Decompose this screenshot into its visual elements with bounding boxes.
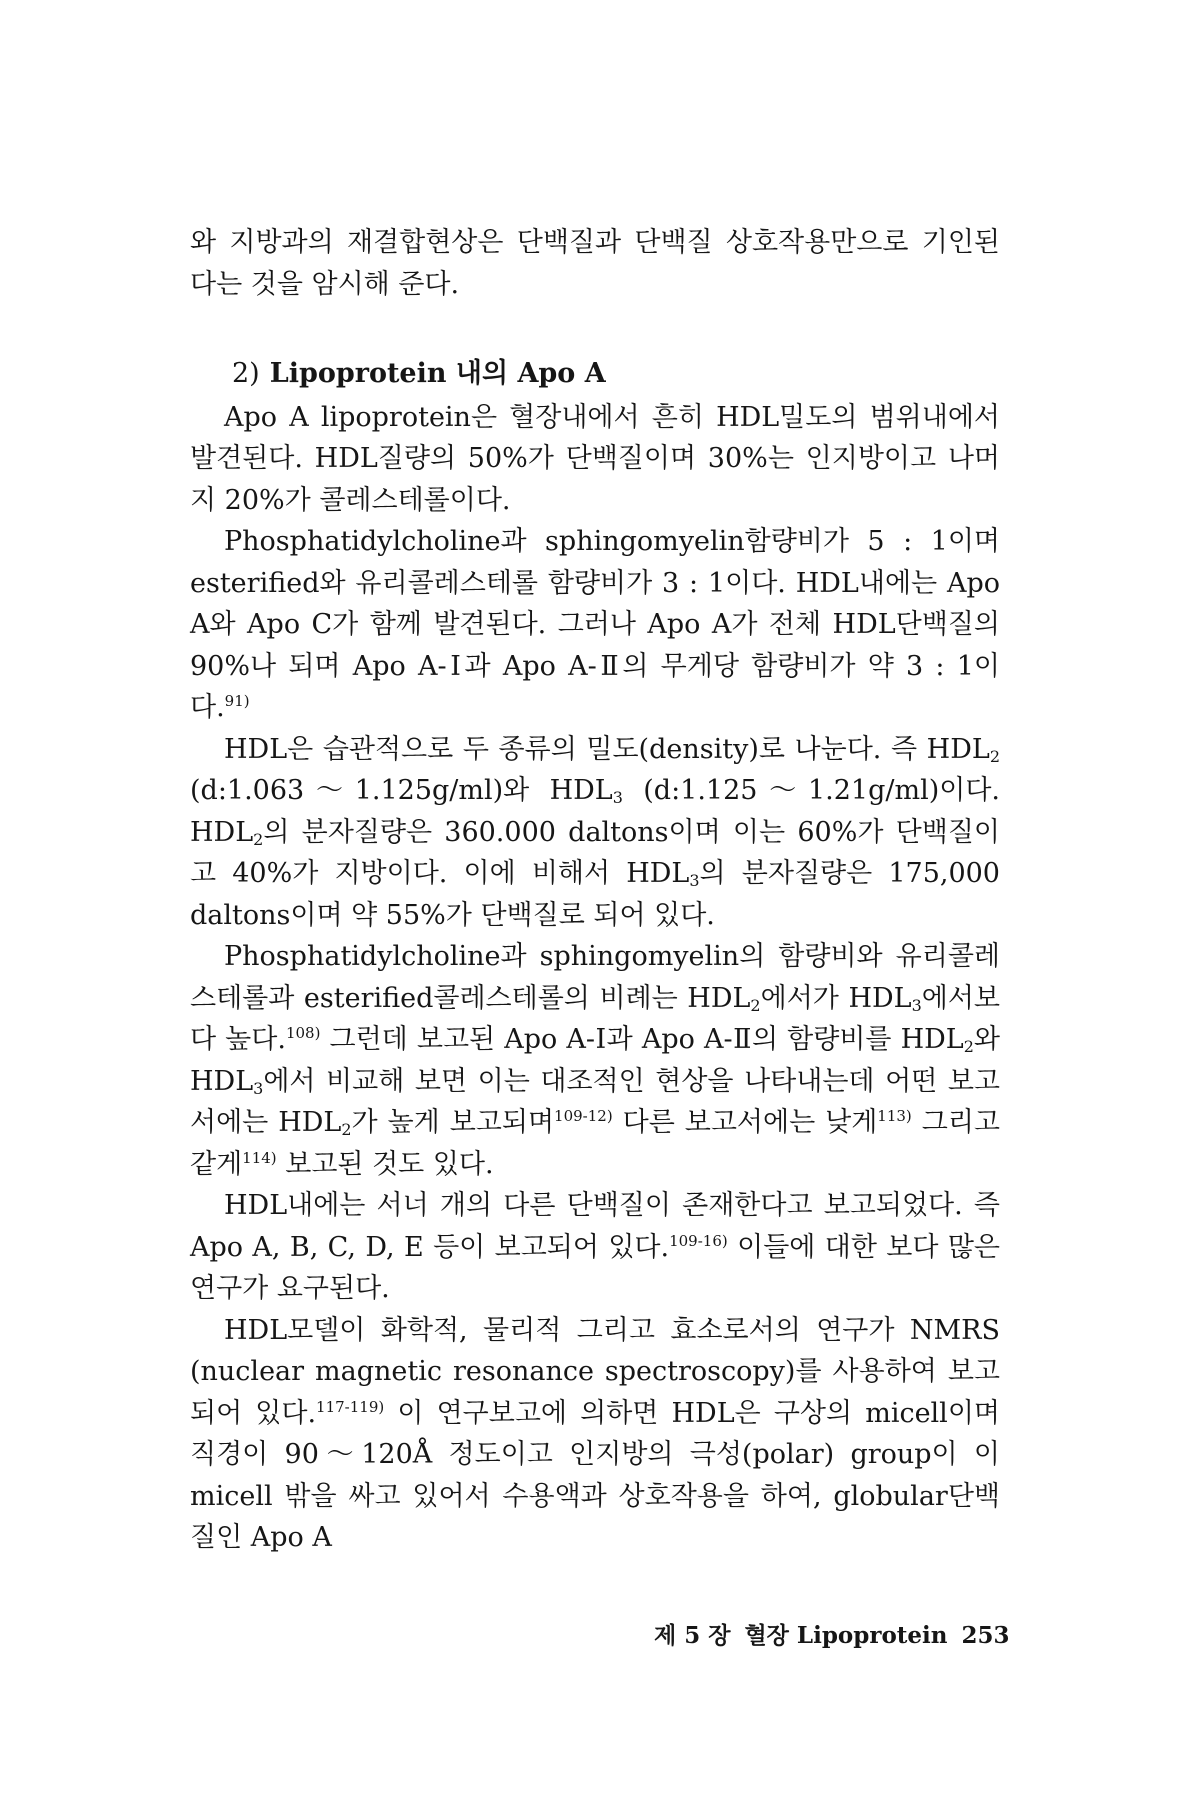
reference-marker: 108) <box>285 1024 321 1042</box>
page-number: 253 <box>961 1622 1010 1649</box>
paragraph-text: 에서가 HDL <box>760 982 912 1014</box>
paragraph-text: HDL내에는 서너 개의 다른 단백질이 존재한다고 보고되었다. 즉 Apo A, B, C, D, E 등이 보고되어 있다. <box>190 1190 1000 1263</box>
reference-marker: 114) <box>242 1148 277 1167</box>
paragraph-text: 그리고 같게 <box>190 1107 1000 1180</box>
reference-marker: 109-12) <box>554 1107 613 1125</box>
paragraph-text: Phosphatidylcholine과 sphingomyelin의 함량비와 유리콜레스테롤과 esterified콜레스테롤의 비례는 HDL <box>190 941 1000 1014</box>
paragraph-hdl-density <box>190 729 1000 937</box>
paragraph-hdl-composition <box>190 397 1000 522</box>
paragraph-text: HDL모델이 화학적, 물리적 그리고 효소로서의 연구가 NMRS (nuclear magnetic resonance spectroscopy)를 사용하여 보고되어 있다. <box>190 1314 1000 1429</box>
intro-text: 와 지방과의 재결합현상은 단백질과 단백질 상호작용만으로 기인된 다는 것을 암시해 준다. <box>190 227 1000 300</box>
paragraph-text: (d:1.125～1.21g/ml)이다. HDL <box>190 775 1000 848</box>
section-heading <box>232 353 1000 395</box>
paragraph-text: 이들에 대한 보다 많은 연구가 요구된다. <box>190 1231 1000 1304</box>
reference-marker: 91) <box>224 692 250 710</box>
subscript: 3 <box>612 788 623 807</box>
paragraph-text: 보고된 것도 있다. <box>276 1148 494 1180</box>
intro-paragraph <box>190 222 1000 305</box>
paragraph-text: 가 높게 보고되며 <box>351 1107 555 1138</box>
paragraph-text: HDL은 습관적으로 두 종류의 밀도(density)로 나눈다. 즉 HDL <box>224 733 990 765</box>
paragraph-hdl-model <box>190 1310 1000 1559</box>
subscript: 3 <box>911 995 922 1015</box>
paragraph-text: 이 연구보고에 의하면 HDL은 구상의 micell이며 직경이 90～120Å 정도이고 인지방의 극성(polar) group이 이 micell 밖을 싸고 있어서 수용액과 상호작용을 하여, globular단백질인 Apo A <box>190 1397 1000 1553</box>
reference-marker: 117-119) <box>316 1397 385 1416</box>
paragraph-text: Phosphatidylcholine과 sphingomyelin함량비가 5 : 1이며 esterified와 유리콜레스테롤 함량비가 3 : 1이다. HDL내에는 Apo A와 Apo C가 함께 발견된다. 그러나 Apo A가 전체 HDL단백질의 90%나 되며 Apo A-Ⅰ과 Apo A-Ⅱ의 무게당 함량비가 약 3 : 1이다. <box>190 526 1000 723</box>
subscript: 3 <box>253 1078 264 1098</box>
paragraph-text: 의 분자질량은 360.000 daltons이며 이는 60%가 단백질이고 40%가 지방이다. 이에 비해서 HDL <box>190 816 1000 889</box>
reference-marker: 109-16) <box>669 1231 728 1250</box>
footer-topic: 혈장 Lipoprotein <box>744 1622 948 1649</box>
paragraph-other-proteins <box>190 1185 1000 1310</box>
paragraph-text: 다른 보고서에는 낮게 <box>612 1107 878 1138</box>
page-footer <box>640 1617 1010 1650</box>
subscript: 3 <box>689 871 700 890</box>
subscript: 2 <box>341 1120 352 1139</box>
paragraph-text: 와 HDL <box>190 1024 1000 1097</box>
section-number: 2) <box>232 358 260 389</box>
subscript: 2 <box>963 1037 974 1056</box>
footer-chapter: 제 5 장 <box>654 1622 731 1649</box>
section-title: Lipoprotein 내의 Apo A <box>269 358 606 389</box>
subscript: 2 <box>750 995 761 1015</box>
subscript: 2 <box>253 829 264 849</box>
paragraph-phospholipid-ratio <box>190 521 1000 729</box>
paragraph-text: Apo A lipoprotein은 혈장내에서 흔히 HDL밀도의 범위내에서 발견된다. HDL질량의 50%가 단백질이며 30%는 인지방이고 나머지 20%가 콜레스테롤이다. <box>190 401 1000 516</box>
subscript: 2 <box>989 746 1000 766</box>
paragraph-text: 에서보다 높다. <box>190 982 1000 1055</box>
paragraph-text: 의 분자질량은 175,000 daltons이며 약 55%가 단백질로 되어 있다. <box>190 858 1000 931</box>
section-spacer <box>190 305 1000 353</box>
paragraph-text: 에서 비교해 보면 이는 대조적인 현상을 나타내는데 어떤 보고서에는 HDL <box>190 1065 1000 1138</box>
paragraph-text: 그런데 보고된 Apo A-Ⅰ과 Apo A-Ⅱ의 함량비를 HDL <box>320 1024 964 1055</box>
reference-marker: 113) <box>877 1107 912 1125</box>
paragraph-apo-ratio <box>190 936 1000 1185</box>
body-text <box>190 222 1000 1559</box>
paragraph-text: (d:1.063～1.125g/ml)와 HDL <box>190 775 613 806</box>
